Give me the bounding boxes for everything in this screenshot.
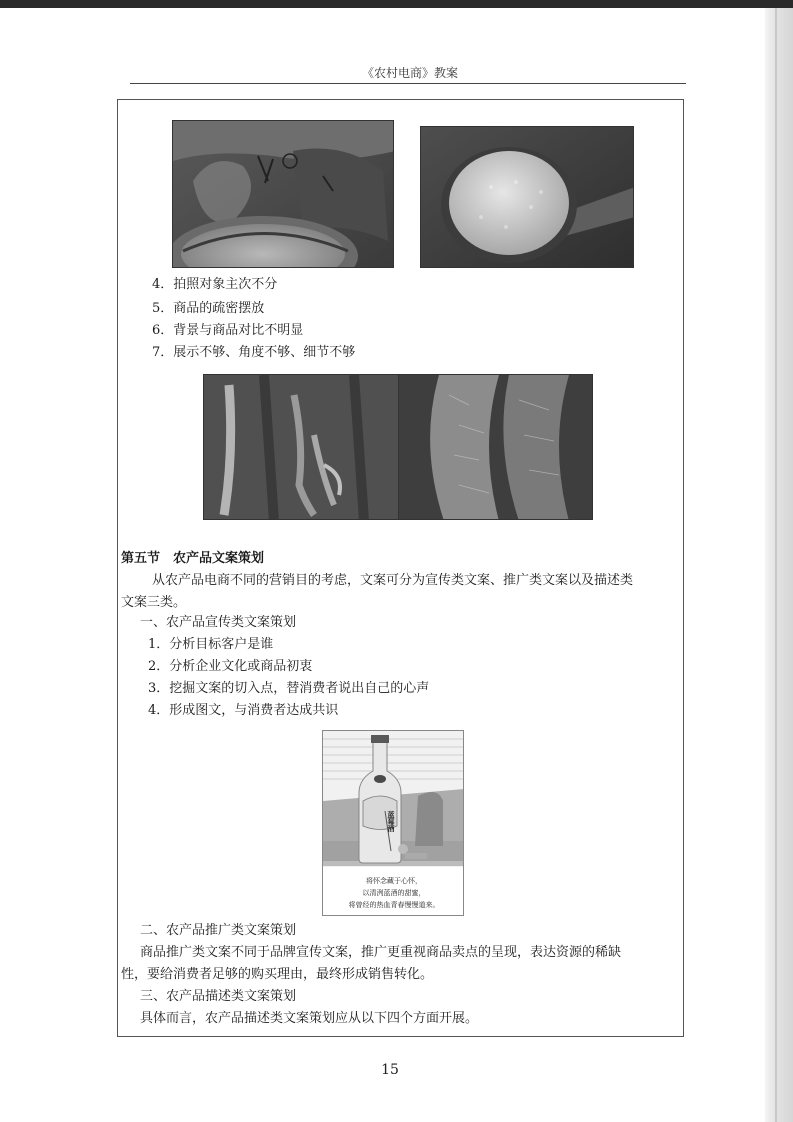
ad-caption-line: 将怀念藏于心怀，: [366, 877, 422, 885]
part-two-line: 商品推广类文案不同于品牌宣传文案，推广更重视商品卖点的呈现，表达资源的稀缺: [140, 945, 622, 960]
photo-tree-roots-image: [204, 375, 399, 520]
list-item: 7．展示不够、角度不够、细节不够: [152, 345, 356, 360]
photo-rice-spoon-image: [421, 127, 634, 268]
section-heading: 第五节 农产品文案策划: [121, 551, 265, 566]
photo-root-closeup: [398, 374, 593, 520]
part-two-heading: 二、农产品推广类文案策划: [140, 923, 297, 938]
part-one-heading: 一、农产品宣传类文案策划: [140, 615, 297, 630]
part-three-line: 具体而言，农产品描述类文案策划应从以下四个方面开展。: [140, 1011, 479, 1026]
list-item: 3．挖掘文案的切入点，替消费者说出自己的心声: [148, 681, 430, 696]
scan-top-bar: [0, 0, 793, 8]
photo-tree-roots: [203, 374, 399, 520]
ad-caption-line: 以清洌蓝酒的甜蜜，: [362, 889, 426, 897]
part-three-heading: 三、农产品描述类文案策划: [140, 989, 297, 1004]
list-item: 1．分析目标客户是谁: [148, 637, 274, 652]
photo-rice-sack: [172, 120, 394, 268]
header-rule: [130, 83, 686, 84]
header-title: 《农村电商》教案: [361, 66, 458, 80]
photo-rice-spoon: [420, 126, 634, 268]
photo-wine-bottle-ad: [322, 730, 464, 916]
part-two-line: 性，要给消费者足够的购买理由，最终形成销售转化。: [121, 967, 434, 982]
section-intro-line: 从农产品电商不同的营销目的考虑，文案可分为宣传类文案、推广类文案以及描述类: [152, 573, 634, 588]
section-intro-line: 文案三类。: [121, 595, 187, 610]
list-item: 5．商品的疏密摆放: [152, 301, 265, 316]
list-item: 6．背景与商品对比不明显: [152, 323, 304, 338]
scan-page-edge: [765, 8, 793, 1122]
photo-root-closeup-image: [399, 375, 593, 520]
wine-label-text: 蓝莓酒: [387, 811, 396, 832]
list-item: 4．形成图文，与消费者达成共识: [148, 703, 339, 718]
ad-caption-line: 将曾经的热血青春慢慢道来。: [348, 901, 440, 909]
list-item: 2．分析企业文化或商品初衷: [148, 659, 313, 674]
list-item: 4．拍照对象主次不分: [152, 277, 278, 292]
photo-rice-sack-image: [173, 121, 394, 268]
ad-caption: [323, 875, 464, 911]
page-number: 15: [381, 1062, 399, 1078]
